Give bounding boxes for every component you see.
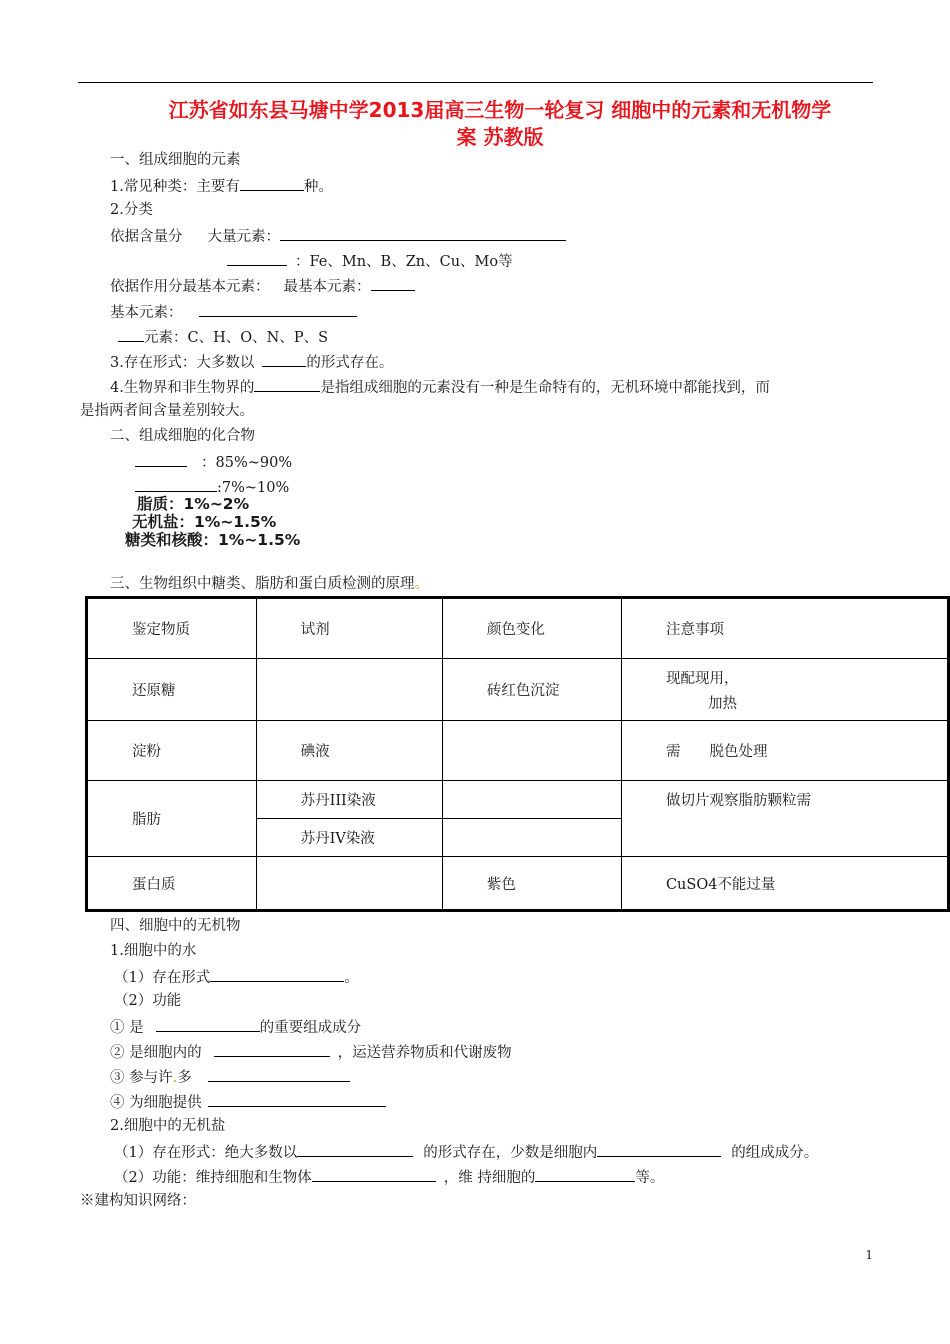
salt-form-suffix: 的组成成分。	[731, 1145, 819, 1161]
section1-item3	[110, 351, 393, 373]
item4-label: 4.生物界和非生物界的	[110, 380, 255, 396]
cell-fat-note: 做切片观察脂肪颗粒需	[621, 781, 948, 857]
blank-field	[312, 1166, 436, 1182]
compound-protein-text: :7%~10%	[217, 480, 290, 496]
salt-func-suffix: 等。	[635, 1170, 665, 1186]
table-row	[87, 598, 949, 659]
blank-field	[297, 1141, 413, 1157]
cell-starch-note: 需 脱色处理	[621, 721, 948, 781]
cell-fat: 脂肪	[87, 781, 257, 857]
micro-elements-row	[227, 250, 513, 272]
by-content-label: 依据含量分	[110, 229, 183, 245]
item4-text: 是指组成细胞的元素没有一种是生命特有的，无机环境中都能找到，而	[320, 380, 770, 396]
blank-field	[262, 351, 306, 367]
salt-heading: 2.细胞中的无机盐	[110, 1118, 226, 1134]
micro-elements-text: ：Fe、Mn、B、Zn、Cu、Mo等	[295, 254, 513, 270]
section1-item1	[110, 175, 333, 197]
item3-suffix: 的形式存在。	[306, 355, 394, 371]
cell-reducing-sugar-note	[621, 659, 948, 721]
salt-func-middle: ，维 持细胞的	[443, 1170, 536, 1186]
compound-row-lipid: 脂质：1%~2%	[137, 495, 250, 513]
header-cell-substance: 鉴定物质	[87, 598, 257, 659]
most-basic-label: 最基本元素：	[283, 279, 371, 295]
item1-label: 1.常见种类：主要有	[110, 179, 240, 195]
identification-table	[85, 596, 950, 912]
blank-field	[597, 1141, 721, 1157]
section1-heading: 一、组成细胞的元素	[110, 152, 241, 168]
f2-suffix: ，运送营养物质和代谢废物	[337, 1045, 512, 1061]
blank-field	[199, 301, 357, 317]
water-function-heading: （2）功能	[114, 993, 182, 1009]
section1-item2: 2.分类	[110, 202, 153, 218]
blank-field	[535, 1166, 635, 1182]
blank-field	[371, 275, 415, 291]
section1-item4-cont: 是指两者间含量差别较大。	[80, 403, 254, 419]
main-elements-text: 元素：C、H、O、N、P、S	[144, 330, 329, 346]
salt-form-middle: 的形式存在，少数是细胞内	[423, 1145, 598, 1161]
cell-reducing-sugar: 还原糖	[87, 659, 257, 721]
table-row	[87, 659, 949, 721]
salt-function-row	[114, 1166, 664, 1188]
f3-label-end: 多	[177, 1070, 192, 1086]
cell-starch-color	[442, 721, 621, 781]
cell-fat-color-2	[442, 819, 621, 857]
blank-field	[208, 1066, 350, 1082]
cell-protein: 蛋白质	[87, 857, 257, 911]
water-function-1	[110, 1016, 361, 1038]
blank-field	[118, 326, 144, 342]
cell-protein-color: 紫色	[442, 857, 621, 911]
note-fresh: 现配现用，	[665, 670, 739, 687]
salt-func-label: （2）功能：维持细胞和生物体	[114, 1170, 312, 1186]
header-rule	[78, 82, 873, 83]
water-function-4	[110, 1091, 386, 1113]
main-elements-row	[118, 326, 328, 348]
header-cell-reagent: 试剂	[256, 598, 442, 659]
cell-reducing-sugar-color: 砖红色沉淀	[442, 659, 621, 721]
cell-reducing-sugar-reagent	[256, 659, 442, 721]
by-function-label: 依据作用分最基本元素：	[110, 279, 270, 295]
section3-heading-text: 三、生物组织中糖类、脂肪和蛋白质检测的原理	[110, 576, 415, 592]
table-row	[87, 781, 949, 819]
compound-row-water	[135, 451, 292, 473]
compound-water-text: ：85%~90%	[201, 455, 293, 471]
section1-item4	[110, 376, 770, 398]
item1-suffix: 种。	[303, 179, 333, 195]
compound-row-sugar: 糖类和核酸：1%~1.5%	[125, 531, 301, 549]
by-function-row	[110, 275, 415, 297]
knowledge-network: ※建构知识网络：	[80, 1193, 196, 1209]
table-row	[87, 857, 949, 911]
blank-field	[254, 376, 320, 392]
section2-heading: 二、组成细胞的化合物	[110, 428, 255, 444]
cell-fat-color-1	[442, 781, 621, 819]
blank-field	[135, 451, 187, 467]
water-form-suffix: 。	[344, 970, 359, 986]
by-content-row	[110, 225, 566, 247]
salt-form-label: （1）存在形式：绝大多数以	[114, 1145, 298, 1161]
cell-protein-reagent	[256, 857, 442, 911]
macro-elements-label: 大量元素：	[207, 229, 280, 245]
water-heading: 1.细胞中的水	[110, 943, 197, 959]
f3-label: ③ 参与许	[110, 1070, 173, 1086]
f1-label: ① 是	[110, 1020, 144, 1036]
cell-fat-reagent-1: 苏丹III染液	[256, 781, 442, 819]
section3-heading-dot: 。	[414, 576, 429, 592]
table-row	[87, 721, 949, 781]
section3-heading	[110, 574, 429, 594]
blank-field	[135, 476, 217, 492]
blank-field	[227, 250, 287, 266]
water-form-row	[114, 966, 359, 988]
basic-elements-label: 基本元素：	[110, 305, 183, 321]
blank-field	[214, 1041, 330, 1057]
f2-label: ② 是细胞内的	[110, 1045, 202, 1061]
note-heat: 加热	[707, 695, 737, 712]
cell-starch-reagent: 碘液	[256, 721, 442, 781]
blank-field	[240, 175, 304, 191]
cell-starch: 淀粉	[87, 721, 257, 781]
header-cell-notes: 注意事项	[621, 598, 948, 659]
f3-dot: .	[172, 1070, 178, 1086]
water-function-3	[110, 1066, 350, 1088]
header-cell-color: 颜色变化	[442, 598, 621, 659]
section4-heading: 四、细胞中的无机物	[110, 918, 241, 934]
blank-field	[210, 966, 344, 982]
f4-label: ④ 为细胞提供	[110, 1095, 202, 1111]
f1-suffix: 的重要组成成分	[259, 1020, 362, 1036]
blank-field	[208, 1091, 386, 1107]
cell-fat-reagent-2: 苏丹IV染液	[256, 819, 442, 857]
compound-row-salt: 无机盐：1%~1.5%	[132, 513, 277, 531]
blank-field	[156, 1016, 260, 1032]
water-function-2	[110, 1041, 512, 1063]
page-number: 1	[865, 1248, 873, 1262]
document-title-line1: 江苏省如东县马塘中学2013届高三生物一轮复习 细胞中的元素和无机物学	[168, 98, 832, 122]
blank-field	[280, 225, 566, 241]
document-title-line2: 案 苏教版	[456, 125, 544, 149]
item3-label: 3.存在形式：大多数以	[110, 355, 255, 371]
water-form-label: （1）存在形式	[114, 970, 211, 986]
salt-form-row	[114, 1141, 818, 1163]
cell-protein-note: CuSO4不能过量	[621, 857, 948, 911]
basic-elements-row	[110, 301, 357, 323]
